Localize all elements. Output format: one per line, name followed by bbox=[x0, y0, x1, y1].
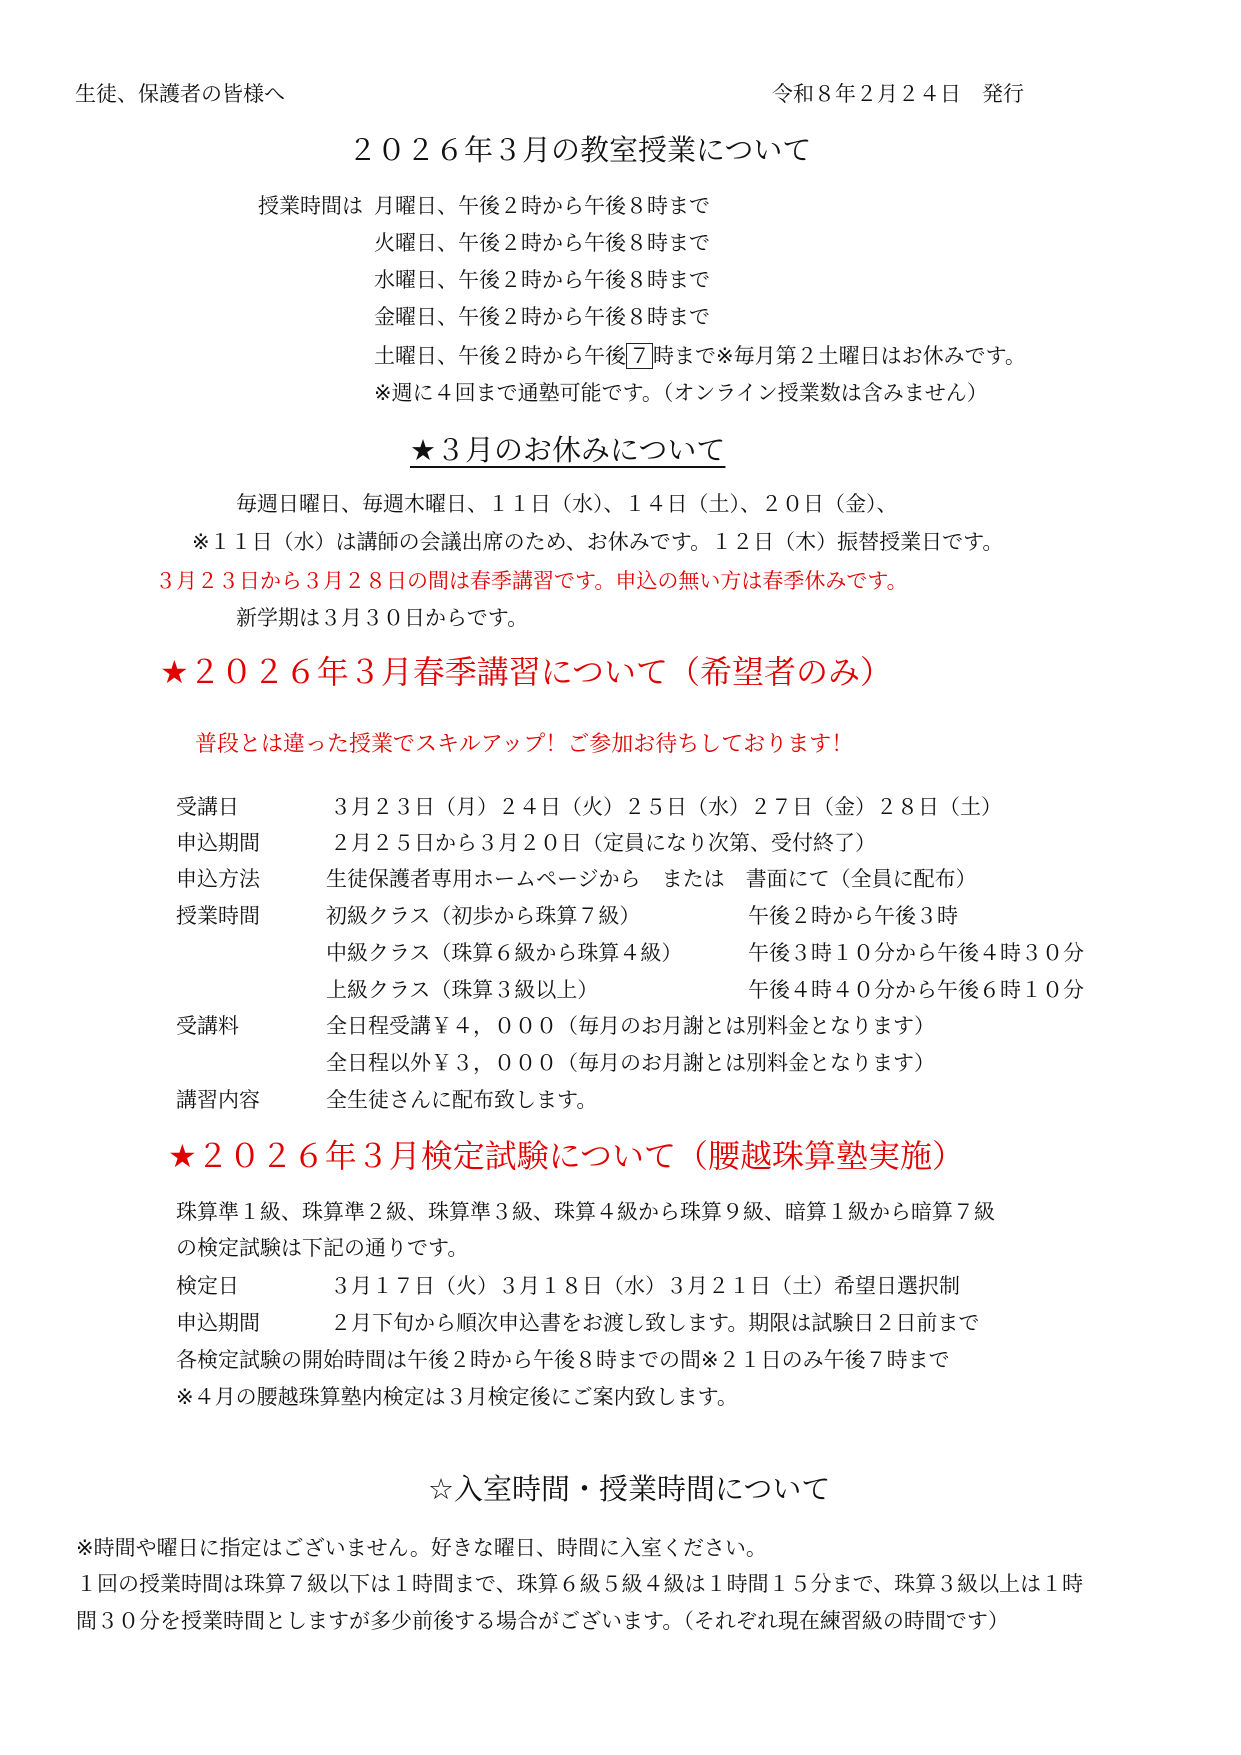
holidays-line-1: 毎週日曜日、毎週木曜日、１１日（水）、１４日（土）、２０日（金）、 bbox=[236, 492, 898, 516]
hours-tuesday: 火曜日、午後２時から午後８時まで bbox=[374, 231, 710, 255]
saturday-boxed-hour: ７ bbox=[626, 343, 653, 369]
course-date-value: ３月２３日（月）２４日（火）２５日（水）２７日（金）２８日（土） bbox=[330, 795, 1002, 819]
entry-line-3: 間３０分を授業時間としますが多少前後する場合がございます。（それぞれ現在練習級の時間です） bbox=[76, 1609, 1009, 1633]
class-beginner: 初級クラス（初歩から珠算７級） bbox=[326, 904, 641, 928]
class-hours-label: 授業時間は bbox=[258, 194, 363, 218]
course-content-label: 講習内容 bbox=[176, 1088, 260, 1112]
course-date-label: 受講日 bbox=[176, 795, 239, 819]
class-advanced: 上級クラス（珠算３級以上） bbox=[326, 978, 599, 1002]
march-classes-title: ２０２６年３月の教室授業について bbox=[348, 133, 812, 167]
spring-course-notice: ３月２３日から３月２８日の間は春季講習です。申込の無い方は春季休みです。 bbox=[155, 569, 908, 593]
course-content-value: 全生徒さんに配布致します。 bbox=[326, 1088, 598, 1112]
entry-line-1: ※時間や曜日に指定はございません。好きな曜日、時間に入室ください。 bbox=[76, 1536, 767, 1560]
class-intermediate: 中級クラス（珠算６級から珠算４級） bbox=[326, 941, 683, 965]
april-exam-note: ※４月の腰越珠算塾内検定は３月検定後にご案内致します。 bbox=[176, 1385, 738, 1409]
exam-date-label: 検定日 bbox=[176, 1274, 239, 1298]
weekly-visit-note: ※週に４回まで通塾可能です。（オンライン授業数は含みません） bbox=[374, 381, 988, 405]
hours-monday: 月曜日、午後２時から午後８時まで bbox=[374, 194, 710, 218]
exam-date-value: ３月１７日（火）３月１８日（水）３月２１日（土）希望日選択制 bbox=[330, 1274, 960, 1298]
application-method-value: 生徒保護者専用ホームページから または 書面にて（全員に配布） bbox=[326, 867, 977, 891]
new-term-note: 新学期は３月３０日からです。 bbox=[236, 606, 529, 630]
hours-wednesday: 水曜日、午後２時から午後８時まで bbox=[374, 268, 710, 292]
class-time-label: 授業時間 bbox=[176, 904, 260, 928]
entry-time-title: ☆入室時間・授業時間について bbox=[428, 1472, 831, 1506]
holidays-title: ★３月のお休みについて bbox=[410, 433, 726, 467]
fee-partial: 全日程以外￥３，０００（毎月のお月謝とは別料金となります） bbox=[326, 1051, 935, 1075]
fee-label: 受講料 bbox=[176, 1014, 239, 1038]
hours-saturday bbox=[374, 346, 1026, 367]
exam-title: ★２０２６年３月検定試験について（腰越珠算塾実施） bbox=[168, 1137, 965, 1175]
exam-start-time: 各検定試験の開始時間は午後２時から午後８時までの間※２１日のみ午後７時まで bbox=[176, 1348, 950, 1372]
class-intermediate-time: 午後３時１０分から午後４時３０分 bbox=[748, 941, 1084, 965]
class-advanced-time: 午後４時４０分から午後６時１０分 bbox=[748, 978, 1084, 1002]
spring-course-subtitle: 普段とは違った授業でスキルアップ！ご参加お待ちしております！ bbox=[195, 732, 854, 757]
exam-line-1: 珠算準１級、珠算準２級、珠算準３級、珠算４級から珠算９級、暗算１級から暗算７級 bbox=[176, 1200, 995, 1224]
hours-friday: 金曜日、午後２時から午後８時まで bbox=[374, 305, 710, 329]
exam-period-label: 申込期間 bbox=[176, 1311, 260, 1335]
application-period-label: 申込期間 bbox=[176, 831, 260, 855]
exam-line-2: の検定試験は下記の通りです。 bbox=[176, 1236, 469, 1260]
saturday-text-pre: 土曜日、午後２時から午後 bbox=[374, 344, 626, 368]
issue-date: 令和８年２月２４日 発行 bbox=[772, 82, 1024, 106]
holidays-line-2: ※１１日（水）は講師の会議出席のため、お休みです。１２日（木）振替授業日です。 bbox=[192, 530, 1004, 554]
saturday-text-post: 時まで※毎月第２土曜日はお休みです。 bbox=[653, 344, 1026, 368]
exam-period-value: ２月下旬から順次申込書をお渡し致します。期限は試験日２日前まで bbox=[330, 1311, 980, 1335]
fee-full: 全日程受講￥４，０００（毎月のお月謝とは別料金となります） bbox=[326, 1014, 935, 1038]
recipient-line: 生徒、保護者の皆様へ bbox=[75, 82, 285, 106]
spring-course-title: ★２０２６年３月春季講習について（希望者のみ） bbox=[160, 653, 893, 691]
application-period-value: ２月２５日から３月２０日（定員になり次第、受付終了） bbox=[330, 831, 876, 855]
application-method-label: 申込方法 bbox=[176, 867, 260, 891]
class-beginner-time: 午後２時から午後３時 bbox=[748, 904, 958, 928]
entry-line-2: １回の授業時間は珠算７級以下は１時間まで、珠算６級５級４級は１時間１５分まで、珠算３級以上は１時 bbox=[76, 1572, 1084, 1596]
